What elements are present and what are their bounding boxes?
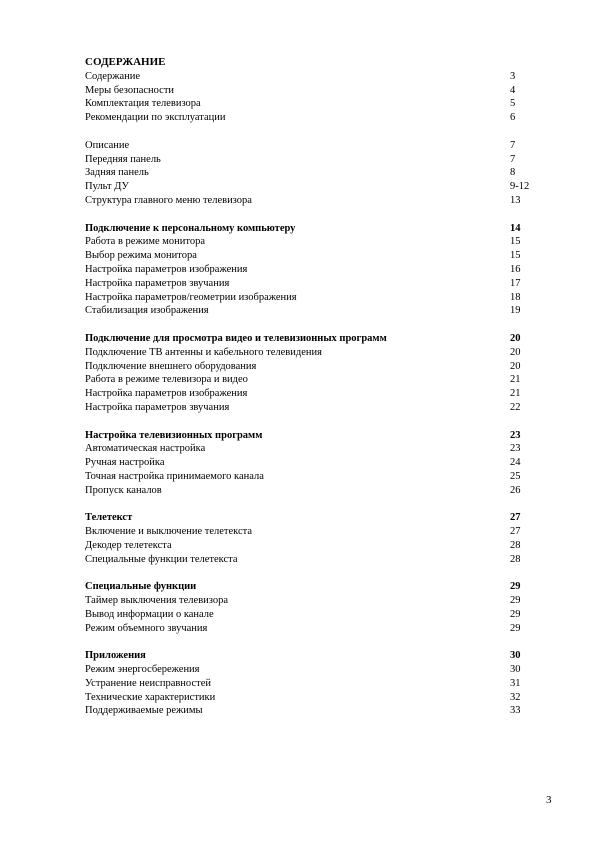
toc-section-heading	[85, 511, 530, 525]
toc-entry	[85, 263, 530, 277]
toc-section	[85, 649, 530, 718]
toc-entry	[85, 70, 530, 84]
toc-entry	[85, 387, 530, 401]
toc-entry-label: Меры безопасности	[85, 84, 175, 96]
page-number: 3	[546, 794, 552, 806]
toc-entry-label: Настройка параметров/геометрии изображения	[85, 291, 297, 303]
toc-entry	[85, 166, 530, 180]
toc-entry-page: 26	[510, 484, 521, 496]
toc-section	[85, 139, 530, 208]
toc-entry	[85, 525, 530, 539]
toc-title: СОДЕРЖАНИЕ	[85, 56, 166, 68]
toc-entry	[85, 608, 530, 622]
toc-entry-label: Режим объемного звучания	[85, 622, 208, 634]
toc-entry-page: 22	[510, 401, 521, 413]
toc-entry-page: 17	[510, 277, 521, 289]
toc-entry-label: Настройка параметров звучания	[85, 401, 230, 413]
toc-section	[85, 222, 530, 319]
toc-entry-page: 23	[510, 443, 521, 455]
toc-entry	[85, 291, 530, 305]
toc-entry	[85, 373, 530, 387]
toc-entry-page: 15	[510, 250, 521, 262]
toc-entry-label: Содержание	[85, 70, 141, 82]
toc-entry	[85, 677, 530, 691]
toc-entry-label: Структура главного меню телевизора	[85, 194, 252, 206]
toc-entry-label: Выбор режима монитора	[85, 250, 197, 262]
toc-entry-label: Специальные функции телетекста	[85, 553, 238, 565]
toc-entry-page: 5	[510, 98, 516, 110]
toc-entry-page: 29	[510, 581, 521, 593]
toc-entry-page: 20	[510, 332, 521, 344]
toc-entry-page: 30	[510, 664, 521, 676]
toc-sections	[85, 70, 530, 718]
toc-entry	[85, 235, 530, 249]
toc-entry	[85, 553, 530, 567]
toc-entry-page: 29	[510, 595, 521, 607]
toc-section	[85, 511, 530, 566]
toc-section	[85, 429, 530, 498]
toc-entry-page: 14	[510, 222, 521, 234]
toc-entry	[85, 97, 530, 111]
toc-entry-label: Задняя панель	[85, 167, 149, 179]
toc-entry-label: Описание	[85, 139, 130, 151]
toc-entry-label: Устранение неисправностей	[85, 677, 211, 689]
table-of-contents	[85, 56, 530, 732]
toc-entry	[85, 360, 530, 374]
toc-entry-page: 4	[510, 84, 516, 96]
toc-entry-page: 31	[510, 677, 521, 689]
toc-entry-page: 29	[510, 608, 521, 620]
toc-entry-label: Стабилизация изображения	[85, 305, 209, 317]
toc-entry-label: Подключение ТВ антенны и кабельного телевидения	[85, 346, 322, 358]
toc-entry-page: 32	[510, 691, 521, 703]
toc-section	[85, 332, 530, 415]
toc-entry	[85, 111, 530, 125]
toc-entry-label: Комплектация телевизора	[85, 98, 201, 110]
toc-entry-label: Настройка телевизионных программ	[85, 429, 263, 441]
toc-section-heading	[85, 580, 530, 594]
toc-section	[85, 580, 530, 635]
toc-entry	[85, 539, 530, 553]
toc-entry	[85, 663, 530, 677]
toc-entry-page: 24	[510, 457, 521, 469]
toc-entry-label: Подключение к персональному компьютеру	[85, 222, 296, 234]
toc-entry-page: 3	[510, 70, 516, 82]
toc-entry-page: 18	[510, 291, 521, 303]
toc-entry-page: 33	[510, 705, 521, 717]
toc-entry	[85, 594, 530, 608]
toc-entry	[85, 442, 530, 456]
toc-entry	[85, 194, 530, 208]
toc-entry-page: 7	[510, 139, 516, 151]
toc-entry-label: Автоматическая настройка	[85, 443, 206, 455]
toc-entry	[85, 484, 530, 498]
toc-section-heading	[85, 332, 530, 346]
toc-section-heading	[85, 649, 530, 663]
toc-entry	[85, 139, 530, 153]
toc-entry-label: Подключение для просмотра видео и телевизионных программ	[85, 332, 387, 344]
toc-entry-label: Передняя панель	[85, 153, 161, 165]
toc-entry-page: 13	[510, 194, 521, 206]
toc-entry-page: 21	[510, 388, 521, 400]
toc-entry-label: Включение и выключение телетекста	[85, 526, 253, 538]
toc-entry-page: 20	[510, 360, 521, 372]
toc-entry-label: Подключение внешнего оборудования	[85, 360, 257, 372]
toc-entry-label: Декодер телетекста	[85, 539, 172, 551]
toc-entry-label: Настройка параметров изображения	[85, 263, 248, 275]
toc-entry-label: Телетекст	[85, 512, 133, 524]
toc-entry-page: 27	[510, 512, 521, 524]
toc-entry-page: 21	[510, 374, 521, 386]
toc-entry	[85, 470, 530, 484]
toc-entry	[85, 691, 530, 705]
toc-entry-label: Пульт ДУ	[85, 181, 129, 193]
toc-entry	[85, 277, 530, 291]
toc-entry-page: 30	[510, 650, 521, 662]
toc-entry-label: Настройка параметров изображения	[85, 388, 248, 400]
toc-entry-page: 23	[510, 429, 521, 441]
toc-entry-label: Настройка параметров звучания	[85, 277, 230, 289]
toc-entry-page: 27	[510, 526, 521, 538]
toc-entry	[85, 153, 530, 167]
toc-entry	[85, 401, 530, 415]
toc-entry-label: Поддерживаемые режимы	[85, 705, 203, 717]
toc-entry-page: 25	[510, 470, 521, 482]
toc-entry-label: Ручная настройка	[85, 457, 165, 469]
toc-entry-page: 7	[510, 153, 516, 165]
toc-entry-label: Режим энергосбережения	[85, 664, 200, 676]
toc-entry-label: Работа в режиме телевизора и видео	[85, 374, 248, 386]
toc-entry	[85, 249, 530, 263]
toc-entry	[85, 622, 530, 636]
toc-entry	[85, 304, 530, 318]
toc-entry-page: 6	[510, 112, 516, 124]
toc-entry-label: Приложения	[85, 650, 146, 662]
toc-entry-label: Технические характеристики	[85, 691, 216, 703]
toc-entry-label: Специальные функции	[85, 581, 197, 593]
toc-section	[85, 70, 530, 125]
toc-entry	[85, 84, 530, 98]
toc-entry	[85, 346, 530, 360]
toc-entry-label: Таймер выключения телевизора	[85, 595, 229, 607]
toc-entry	[85, 456, 530, 470]
toc-entry-label: Вывод информации о канале	[85, 608, 214, 620]
toc-entry-page: 19	[510, 305, 521, 317]
toc-section-heading	[85, 429, 530, 443]
toc-entry-page: 29	[510, 622, 521, 634]
toc-entry-label: Рекомендации по эксплуатации	[85, 112, 226, 124]
toc-entry-page: 20	[510, 346, 521, 358]
toc-entry-page: 16	[510, 263, 521, 275]
toc-section-heading	[85, 222, 530, 236]
toc-entry-page: 28	[510, 553, 521, 565]
toc-entry-page: 15	[510, 236, 521, 248]
toc-entry-label: Точная настройка принимаемого канала	[85, 470, 264, 482]
toc-entry-page: 9-12	[510, 181, 530, 193]
toc-entry-page: 8	[510, 167, 516, 179]
toc-entry	[85, 704, 530, 718]
toc-entry	[85, 180, 530, 194]
toc-entry-label: Пропуск каналов	[85, 484, 162, 496]
toc-entry-page: 28	[510, 539, 521, 551]
toc-entry-label: Работа в режиме монитора	[85, 236, 205, 248]
